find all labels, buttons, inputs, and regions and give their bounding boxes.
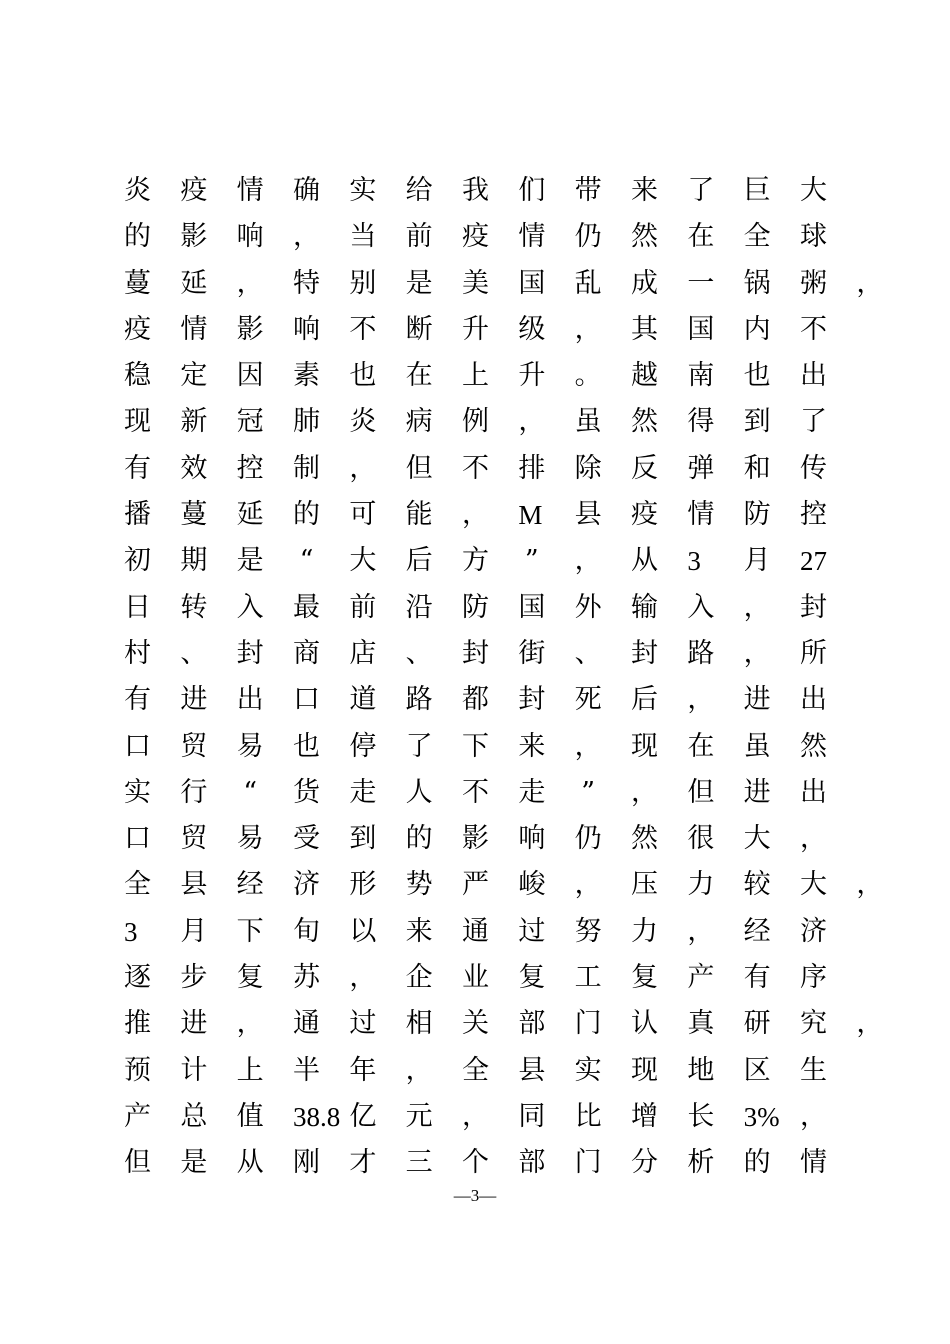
text-line: 蔓 延 ， 特 别 是 美 国 乱 成 一 锅 粥 ， <box>124 267 884 299</box>
text-line: 现 新 冠 肺 炎 病 例 ， 虽 然 得 到 了 <box>124 406 827 438</box>
text-line: 实 行 “ 货 走 人 不 走 ” ， 但 进 出 <box>124 776 827 808</box>
text-line: 3 月 下 旬 以 来 通 过 努 力 ， 经 济 <box>124 915 827 947</box>
text-line: 推 进 ， 通 过 相 关 部 门 认 真 研 究 ， <box>124 1008 884 1040</box>
text-line: 全 县 经 济 形 势 严 峻 ， 压 力 较 大 ， <box>124 869 884 901</box>
text-line: 口 贸 易 受 到 的 影 响 仍 然 很 大 ， <box>124 823 827 855</box>
text-line: 播 蔓 延 的 可 能 ， M 县 疫 情 防 控 <box>124 499 827 531</box>
text-line: 初 期 是 “ 大 后 方 ” ， 从 3 月 27 <box>124 545 827 577</box>
page-number: —3— <box>453 1186 497 1205</box>
text-line: 村 、 封 商 店 、 封 街 、 封 路 ， 所 <box>124 637 827 669</box>
text-line: 产 总 值 38.8 亿 元 ， 同 比 增 长 3% ， <box>124 1100 827 1132</box>
text-line: 口 贸 易 也 停 了 下 来 ， 现 在 虽 然 <box>124 730 827 762</box>
text-line: 有 进 出 口 道 路 都 封 死 后 ， 进 出 <box>124 684 827 716</box>
text-line: 预 计 上 半 年 ， 全 县 实 现 地 区 生 <box>124 1054 827 1086</box>
text-line: 有 效 控 制 ， 但 不 排 除 反 弹 和 传 <box>124 452 827 484</box>
text-line: 的 影 响 ， 当 前 疫 情 仍 然 在 全 球 <box>124 221 827 253</box>
text-line: 疫 情 影 响 不 断 升 级 ， 其 国 内 不 <box>124 313 827 345</box>
text-line: 日 转 入 最 前 沿 防 国 外 输 入 ， 封 <box>124 591 827 623</box>
text-line: 逐 步 复 苏 ， 企 业 复 工 复 产 有 序 <box>124 962 827 994</box>
text-line: 稳 定 因 素 也 在 上 升 。 越 南 也 出 <box>124 360 827 392</box>
text-line: 炎 疫 情 确 实 给 我 们 带 来 了 巨 大 <box>124 175 827 206</box>
text-line: 但 是 从 刚 才 三 个 部 门 分 析 的 情 <box>124 1147 827 1179</box>
body-text <box>124 168 884 1187</box>
